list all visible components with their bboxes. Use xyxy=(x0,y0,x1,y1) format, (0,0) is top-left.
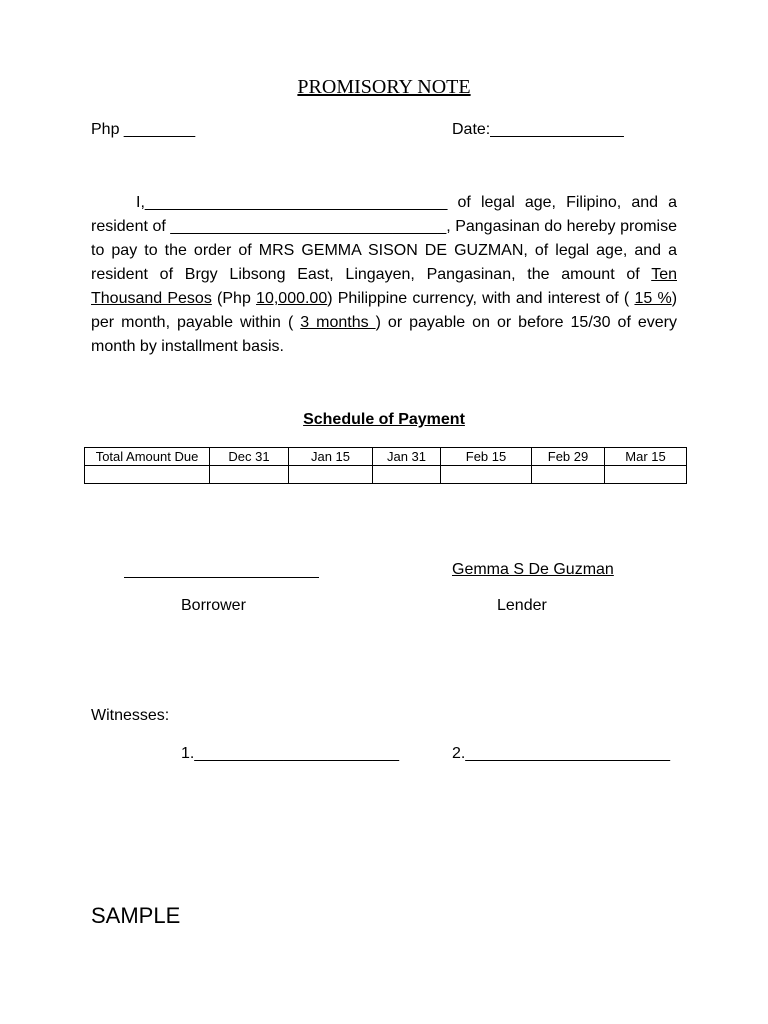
empty-cell xyxy=(373,466,441,484)
table-row xyxy=(85,466,687,484)
promise-paragraph xyxy=(91,191,677,359)
lender-name: Gemma S De Guzman xyxy=(452,561,614,578)
paragraph-text-1: of legal age, Filipino, and a resident of xyxy=(91,194,677,235)
interest-rate: 15 % xyxy=(634,290,672,307)
lender-label: Lender xyxy=(497,597,547,614)
php-amount-field: Php ________ xyxy=(91,121,196,138)
column-header: Total Amount Due xyxy=(85,448,210,466)
residence-blank: _______________________________ xyxy=(170,218,447,235)
borrower-signature-line xyxy=(124,577,319,578)
paragraph-text-3: (Php xyxy=(211,290,257,307)
witnesses-label: Witnesses: xyxy=(91,707,170,724)
payment-term: 3 months xyxy=(300,314,376,331)
payment-schedule-table xyxy=(84,447,687,484)
empty-cell xyxy=(532,466,605,484)
amount-in-words: Ten Thousand Pesos xyxy=(91,266,677,307)
witness-1-line: 1._______________________ xyxy=(181,745,400,762)
column-header: Feb 15 xyxy=(441,448,532,466)
sample-label: SAMPLE xyxy=(91,903,181,928)
column-header: Jan 31 xyxy=(373,448,441,466)
i-prefix: I, xyxy=(136,194,145,211)
empty-cell xyxy=(85,466,210,484)
table-header-row xyxy=(85,448,687,466)
empty-cell xyxy=(605,466,687,484)
schedule-title: Schedule of Payment xyxy=(303,411,465,428)
column-header: Jan 15 xyxy=(289,448,373,466)
empty-cell xyxy=(289,466,373,484)
document-title: PROMISORY NOTE xyxy=(297,76,471,98)
witness-2-line: 2._______________________ xyxy=(452,745,671,762)
paragraph-text-2: , Pangasinan do hereby promise to pay to the order of MRS GEMMA SISON DE GUZMAN, of legal age, and a resident of Brgy Libsong East, Lingayen, Pangasinan, the amount of xyxy=(91,218,677,283)
paragraph-text-5: ) per month, payable within ( xyxy=(91,290,678,331)
empty-cell xyxy=(210,466,289,484)
empty-cell xyxy=(441,466,532,484)
amount-in-figures: 10,000.00 xyxy=(256,290,328,307)
column-header: Dec 31 xyxy=(210,448,289,466)
borrower-name-blank: __________________________________ xyxy=(144,194,448,211)
column-header: Feb 29 xyxy=(532,448,605,466)
column-header: Mar 15 xyxy=(605,448,687,466)
date-field: Date:_______________ xyxy=(452,121,624,138)
borrower-label: Borrower xyxy=(181,597,246,614)
paragraph-text-4: ) Philippine currency, with and interest of ( xyxy=(327,290,635,307)
paragraph-text-6: ) or payable on or before 15/30 of every month by installment basis. xyxy=(91,314,678,355)
